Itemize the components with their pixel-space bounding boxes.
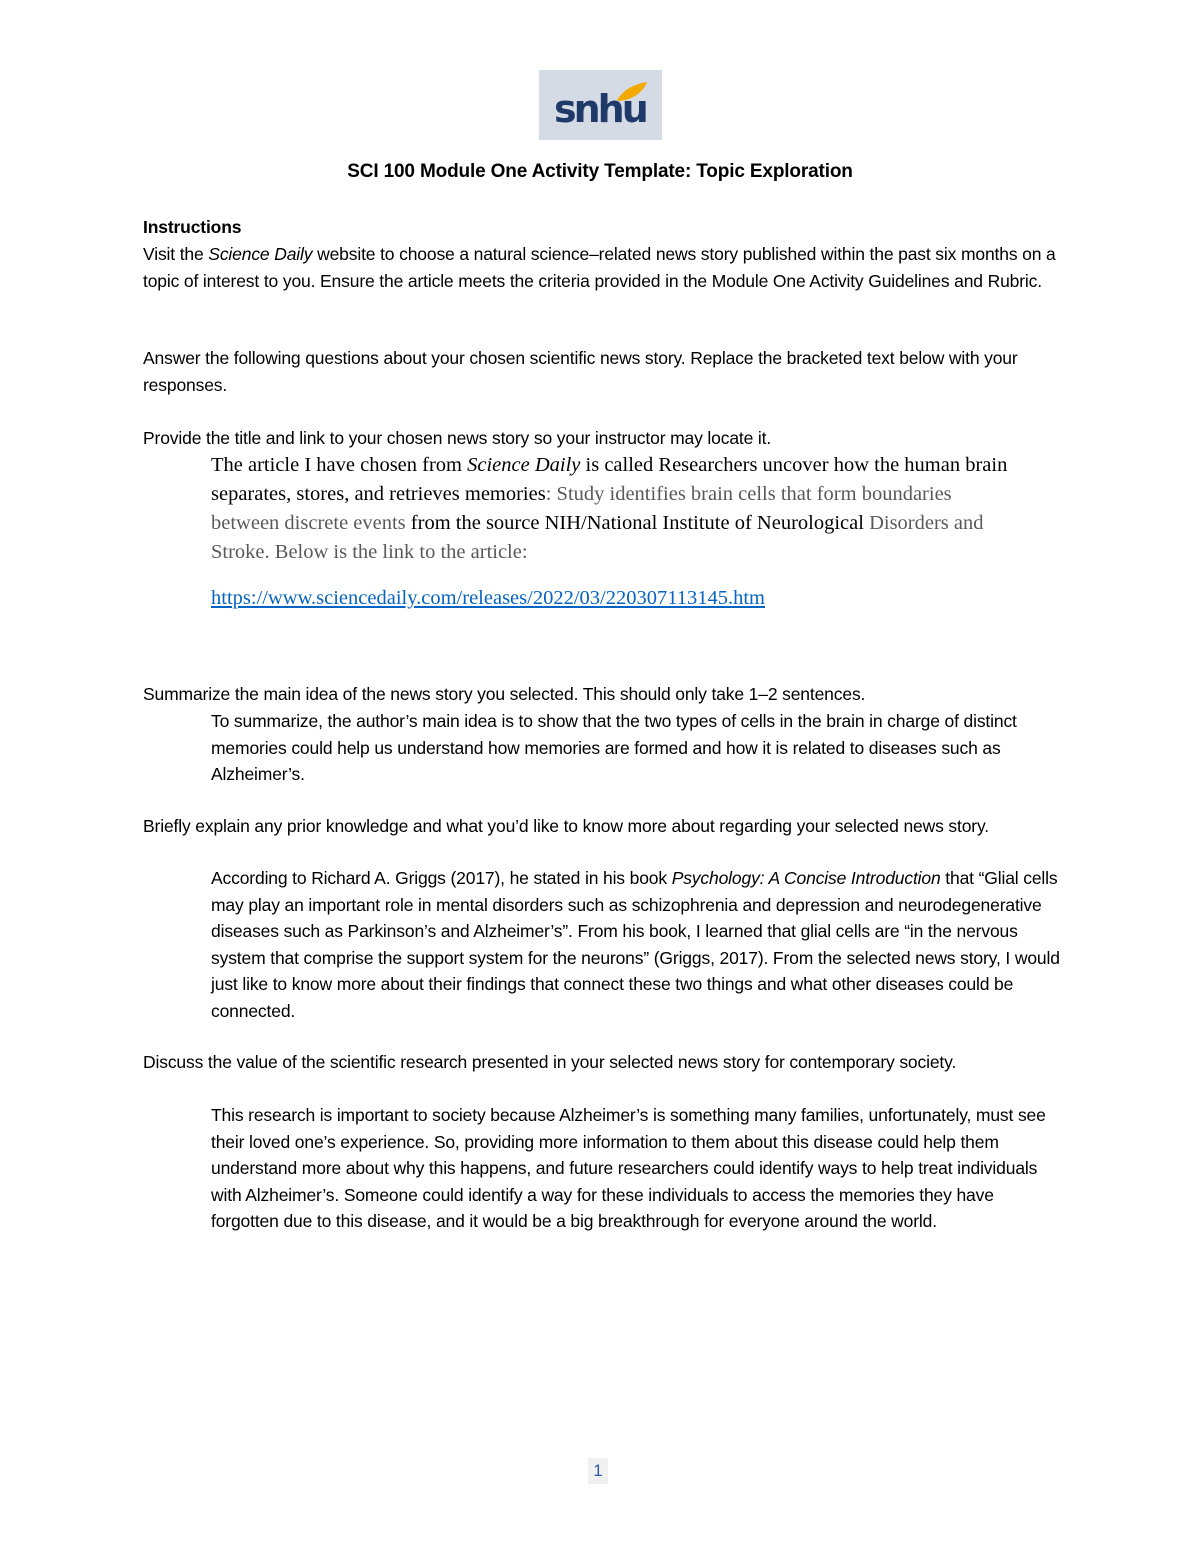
instructions-paragraph-1: Visit the Science Daily website to choose a natural science–related news story published within the past six months on a topic of interest to you. Ensure the article meets the criteria provided in the Module One Activity Guidelines and Rubric.	[143, 244, 1056, 291]
article-link[interactable]: https://www.sciencedaily.com/releases/2022/03/220307113145.htm	[211, 587, 765, 609]
instructions-heading: Instructions	[143, 217, 242, 237]
question-1-prompt: Provide the title and link to your chosen news story so your instructor may locate it.	[143, 428, 772, 448]
question-2-prompt: Summarize the main idea of the news story you selected. This should only take 1–2 sentences.	[143, 684, 866, 704]
question-3-answer: According to Richard A. Griggs (2017), he stated in his book Psychology: A Concise Introduction that “Glial cells may play an important role in mental disorders such as schizophrenia and depression and neurodegenerative diseases such as Parkinson’s and Alzheimer’s”. From his book, I learned that glial cells are “in the nervous system that comprise the support system for the neurons” (Griggs, 2017). From the selected news story, I would just like to know more about their findings that connect these two things and what other diseases could be connected.	[211, 868, 1060, 1021]
question-4-answer: This research is important to society because Alzheimer’s is something many families, unfortunately, must see their loved one’s experience. So, providing more information to them about this disease could help them understand more about why this happens, and future researchers could identify ways to help treat individuals with Alzheimer’s. Someone could identify a way for these individuals to access the memories they have forgotten due to this disease, and it would be a big breakthrough for everyone around the world.	[211, 1105, 1046, 1231]
logo-text: snhu	[554, 87, 646, 131]
page-number: 1	[588, 1458, 608, 1484]
question-2-answer: To summarize, the author’s main idea is to show that the two types of cells in the brain in charge of distinct memories could help us understand how memories are formed and how it is related to diseases such as Alzheimer’s.	[211, 711, 1017, 784]
question-3-prompt: Briefly explain any prior knowledge and what you’d like to know more about regarding your selected news story.	[143, 816, 989, 836]
book-title-italic: Psychology: A Concise Introduction	[671, 868, 941, 888]
document-title: SCI 100 Module One Activity Template: Topic Exploration	[347, 161, 853, 182]
science-daily-italic: Science Daily	[208, 244, 313, 264]
question-4-prompt: Discuss the value of the scientific research presented in your selected news story for contemporary society.	[143, 1052, 957, 1072]
question-1-answer: The article I have chosen from Science Daily is called Researchers uncover how the human brain separates, stores, and retrieves memories: Study identifies brain cells that form boundaries between discrete events from the source NIH/National Institute of Neurological Disorders and Stroke. Below is the link to the article:	[211, 454, 1008, 563]
snhu-logo	[539, 70, 662, 140]
instructions-paragraph-2: Answer the following questions about your chosen scientific news story. Replace the bracketed text below with your responses.	[143, 348, 1018, 395]
